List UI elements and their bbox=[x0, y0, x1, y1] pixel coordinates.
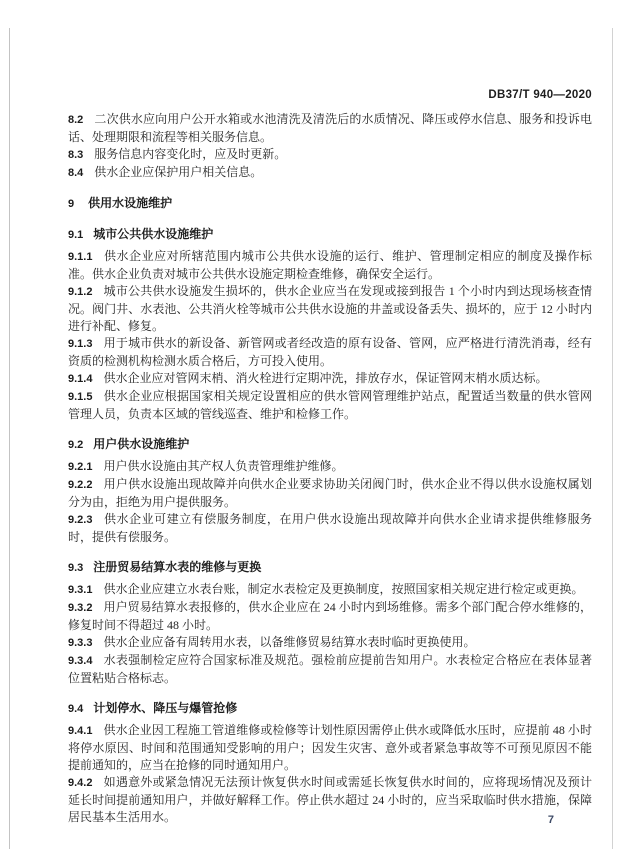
item-text: 如遇意外或紧急情况无法预计恢复供水时间或需延长恢复供水时间的，应将现场情况及预计延长时间提前通知用户，并做好解释工作。停止供水超过 24 小时的，应当采取临时供水措施，保障居民基本生活用水。 bbox=[68, 775, 592, 824]
item-text: 城市公共供水设施发生损坏的，供水企业应当在发现或接到报告 1 个小时内到达现场核查情况。阀门井、水表池、公共消火栓等城市公共供水设施的井盖或设备丢失、损坏的，应于 12 小时内进行补配、修复。 bbox=[68, 284, 592, 333]
item-number: 9.4.1 bbox=[68, 725, 93, 737]
heading-9 bbox=[68, 195, 592, 213]
item-text: 供水企业应建立水表台账，制定水表检定及更换制度，按照国家相关规定进行检定或更换。 bbox=[103, 582, 584, 596]
item-number: 8.2 bbox=[68, 114, 84, 126]
clause-9.1.4 bbox=[68, 370, 592, 388]
clause-9.4.1 bbox=[68, 722, 592, 774]
item-number: 9.1.2 bbox=[68, 286, 93, 298]
clause-9.1.5 bbox=[68, 388, 592, 423]
item-number: 9.3.1 bbox=[68, 584, 93, 596]
item-number: 9 bbox=[68, 198, 75, 210]
item-text: 供水企业应对所辖范围内城市公共供水设施的运行、维护、管理制定相应的制度及操作标准。供水企业负责对城市公共供水设施定期检查维修，确保安全运行。 bbox=[68, 249, 592, 281]
item-text: 注册贸易结算水表的维修与更换 bbox=[93, 560, 262, 574]
item-text: 供水企业应备有周转用水表，以备维修贸易结算水表时临时更换使用。 bbox=[103, 635, 476, 649]
item-text: 用户供水设施维护 bbox=[93, 437, 190, 451]
item-number: 9.1 bbox=[68, 229, 84, 241]
item-text: 计划停水、降压与爆管抢修 bbox=[93, 701, 238, 715]
clause-8.4 bbox=[68, 164, 592, 182]
item-number: 9.2.3 bbox=[68, 514, 93, 526]
item-text: 供水企业因工程施工管道维修或检修等计划性原因需停止供水或降低水压时，应提前 48 小时将停水原因、时间和范围通知受影响的用户；因发生灾害、意外或者紧急事故等不可预见原因不能提前通知的，应当在抢修的同时通知用户。 bbox=[68, 723, 592, 772]
clause-9.1.2 bbox=[68, 283, 592, 335]
clause-9.3.4 bbox=[68, 652, 592, 687]
item-number: 9.2 bbox=[68, 439, 84, 451]
clause-9.3.1 bbox=[68, 581, 592, 599]
item-text: 供水企业应保护用户相关信息。 bbox=[94, 165, 263, 179]
item-number: 9.1.5 bbox=[68, 391, 93, 403]
clause-9.1.3 bbox=[68, 335, 592, 370]
item-number: 9.1.4 bbox=[68, 373, 93, 385]
item-number: 9.3.3 bbox=[68, 637, 93, 649]
clause-9.3.2 bbox=[68, 599, 592, 634]
item-text: 供水企业应对管网末梢、消火栓进行定期冲洗，排放存水，保证管网末梢水质达标。 bbox=[103, 371, 548, 385]
item-text: 二次供水应向用户公开水箱或水池清洗及清洗后的水质情况、降压或停水信息、服务和投诉电话、处理期限和流程等相关服务信息。 bbox=[68, 112, 592, 144]
standard-number-header: DB37/T 940—2020 bbox=[488, 89, 592, 101]
clause-9.1.1 bbox=[68, 248, 592, 283]
item-number: 8.3 bbox=[68, 149, 84, 161]
page-number: 7 bbox=[547, 814, 554, 826]
item-number: 8.4 bbox=[68, 167, 84, 179]
item-text: 服务信息内容变化时，应及时更新。 bbox=[94, 147, 287, 161]
item-text: 用户贸易结算水表报修的，供水企业应在 24 小时内到场维修。需多个部门配合停水维修的，修复时间不得超过 48 小时。 bbox=[68, 600, 592, 632]
item-text: 用户供水设施出现故障并向供水企业要求协助关闭阀门时，供水企业不得以供水设施权属划分为由，拒绝为用户提供服务。 bbox=[68, 477, 592, 509]
item-text: 城市公共供水设施维护 bbox=[93, 227, 214, 241]
clause-8.3 bbox=[68, 146, 592, 164]
item-number: 9.4.2 bbox=[68, 777, 93, 789]
item-text: 供水企业可建立有偿服务制度，在用户供水设施出现故障并向供水企业请求提供维修服务时，提供有偿服务。 bbox=[68, 512, 592, 544]
item-text: 水表强制检定应符合国家标准及规范。强检前应提前告知用户。水表检定合格应在表体显著位置粘贴合格标志。 bbox=[68, 653, 592, 685]
heading-9.1 bbox=[68, 226, 592, 244]
item-text: 用于城市供水的新设备、新管网或者经改造的原有设备、管网，应严格进行清洗消毒，经有资质的检测机构检测水质合格后，方可投入使用。 bbox=[68, 336, 592, 368]
item-text: 供用水设施维护 bbox=[88, 196, 173, 210]
clause-9.2.2 bbox=[68, 476, 592, 511]
clause-9.3.3 bbox=[68, 634, 592, 652]
item-number: 9.1.3 bbox=[68, 338, 93, 350]
item-text: 供水企业应根据国家相关规定设置相应的供水管网管理维护站点，配置适当数量的供水管网管理人员，负责本区域的管线巡查、维护和检修工作。 bbox=[68, 389, 592, 421]
clause-9.2.3 bbox=[68, 511, 592, 546]
item-number: 9.2.2 bbox=[68, 479, 93, 491]
clause-9.4.2 bbox=[68, 774, 592, 826]
page-scan-edge-left bbox=[9, 28, 10, 849]
heading-9.2 bbox=[68, 436, 592, 454]
item-number: 9.4 bbox=[68, 703, 84, 715]
document-body bbox=[68, 103, 592, 826]
item-number: 9.3.4 bbox=[68, 655, 93, 667]
item-number: 9.3 bbox=[68, 562, 84, 574]
clause-9.2.1 bbox=[68, 458, 592, 476]
page-scan-edge-right bbox=[612, 28, 613, 849]
item-number: 9.2.1 bbox=[68, 461, 93, 473]
clause-8.2 bbox=[68, 111, 592, 146]
heading-9.3 bbox=[68, 559, 592, 577]
item-text: 用户供水设施由其产权人负责管理维护维修。 bbox=[103, 459, 344, 473]
heading-9.4 bbox=[68, 700, 592, 718]
item-number: 9.1.1 bbox=[68, 251, 93, 263]
item-number: 9.3.2 bbox=[68, 602, 93, 614]
